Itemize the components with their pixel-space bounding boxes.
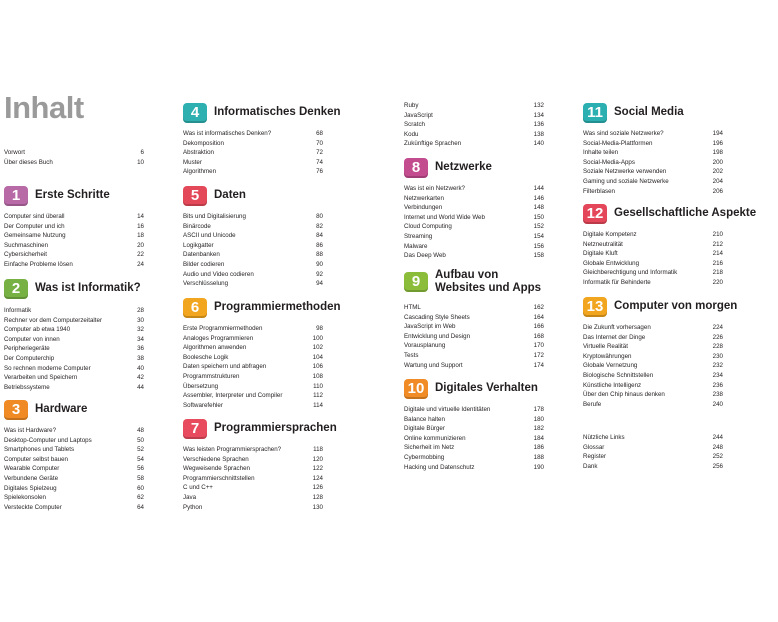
chapter-heading-1[interactable] [4, 186, 154, 206]
toc-entry[interactable]: Verschlüsselung 94 [183, 280, 323, 288]
toc-entry[interactable]: Computer von innen 34 [4, 335, 144, 343]
toc-entry[interactable]: Versteckte Computer 64 [4, 503, 144, 511]
toc-entry[interactable]: Streaming 154 [404, 233, 544, 240]
toc-entry[interactable]: Netzwerkarten 146 [404, 194, 544, 202]
toc-entry[interactable]: Bilder codieren 90 [183, 261, 323, 268]
chapter-number-badge: 3 [4, 400, 28, 420]
toc-entry[interactable]: Betriebssysteme 44 [4, 383, 144, 391]
chapter-number-badge: 8 [404, 158, 428, 178]
toc-entry[interactable]: Cloud Computing 152 [404, 223, 544, 231]
toc-entry[interactable]: Programmierschnittstellen 124 [183, 474, 323, 482]
toc-entry[interactable]: Informatik für Behinderte 220 [583, 279, 723, 286]
toc-entry[interactable]: Computer selbst bauen 54 [4, 455, 144, 463]
toc-entry[interactable]: Dank 256 [583, 462, 723, 470]
toc-entry[interactable]: Audio und Video codieren 92 [183, 270, 323, 278]
toc-entry[interactable]: Daten speichern und abfragen 106 [183, 363, 323, 371]
toc-entry[interactable]: Social-Media-Apps 200 [583, 158, 723, 166]
toc-entry[interactable]: Kodu 138 [404, 130, 544, 138]
chapter-title: Gesellschaftliche Aspekte [614, 207, 757, 219]
toc-entry[interactable]: Was ist informatisches Denken? 68 [183, 130, 323, 137]
toc-entry[interactable]: Cybermobbing 188 [404, 454, 544, 461]
chapter-heading-10[interactable] [404, 379, 554, 399]
toc-entry[interactable]: Social-Media-Plattformen 196 [583, 139, 723, 147]
toc-entry[interactable]: Sicherheit im Netz 186 [404, 444, 544, 452]
toc-entry[interactable]: Kryptowährungen 230 [583, 352, 723, 360]
toc-entry[interactable]: C und C++ 126 [183, 484, 323, 492]
chapter-title: Computer von morgen [614, 300, 738, 312]
toc-entry[interactable]: Verbindungen 148 [404, 204, 544, 212]
toc-entry[interactable]: Register 252 [583, 453, 723, 461]
toc-entry[interactable]: Cascading Style Sheets 164 [404, 313, 544, 321]
toc-entry[interactable]: Verbundene Geräte 58 [4, 475, 144, 482]
chapter-number-badge: 2 [4, 279, 28, 299]
chapter-number-badge: 9 [404, 272, 428, 292]
toc-entry[interactable]: Analoges Programmieren 100 [183, 334, 323, 342]
toc-entry[interactable]: Computer sind überall 14 [4, 213, 144, 220]
toc-entry[interactable]: Virtuelle Realität 228 [583, 343, 723, 351]
toc-entry[interactable]: Rechner vor dem Computerzeitalter 30 [4, 316, 144, 324]
toc-entry[interactable]: Wegweisende Sprachen 122 [183, 465, 323, 473]
toc-entry[interactable]: Peripheriegeräte 36 [4, 345, 144, 353]
toc-entry[interactable]: Assembler, Interpreter und Compiler 112 [183, 392, 323, 400]
page-title: Inhalt [4, 90, 84, 125]
chapter-heading-3[interactable] [4, 400, 154, 420]
toc-entry[interactable]: Was ist ein Netzwerk? 144 [404, 185, 544, 192]
toc-entry[interactable]: Über dieses Buch 10 [4, 158, 144, 166]
toc-entry[interactable]: Algorithmen anwenden 102 [183, 344, 323, 352]
toc-entry[interactable]: Verschiedene Sprachen 120 [183, 455, 323, 463]
toc-entry[interactable]: Einfache Probleme lösen 24 [4, 261, 144, 268]
toc-entry[interactable]: Digitales Spielzeug 60 [4, 484, 144, 492]
chapter-heading-9[interactable] [404, 269, 554, 294]
chapter-number-badge: 5 [183, 186, 207, 206]
toc-entry[interactable]: Computer ab etwa 1940 32 [4, 326, 144, 334]
chapter-title-line-2: Websites und Apps [435, 281, 542, 294]
chapter-number-badge: 1 [4, 186, 28, 206]
toc-entry[interactable]: Digitale Kompetenz 210 [583, 231, 723, 238]
toc-entry[interactable]: Filterblasen 206 [583, 187, 723, 195]
chapter-number-badge: 12 [583, 204, 607, 224]
chapter-heading-7[interactable] [183, 419, 337, 439]
chapter-title: Programmiermethoden [214, 301, 341, 313]
toc-entry[interactable]: Gaming und soziale Netzwerke 204 [583, 178, 723, 185]
toc-entry[interactable]: Muster 74 [183, 158, 323, 166]
toc-entry[interactable]: Binärcode 82 [183, 222, 323, 230]
chapter-title: Hardware [35, 403, 88, 415]
toc-entry[interactable]: So rechnen moderne Computer 40 [4, 364, 144, 372]
chapter-title: Informatisches Denken [214, 106, 341, 118]
toc-entry[interactable]: Cybersicherheit 22 [4, 251, 144, 259]
chapter-heading-12[interactable] [583, 204, 757, 224]
chapter-number-badge: 4 [183, 103, 207, 123]
toc-entry[interactable]: Online kommunizieren 184 [404, 434, 544, 442]
chapter-title-line-1: Aufbau von [435, 269, 499, 281]
toc-entry[interactable]: Glossar 248 [583, 443, 723, 451]
toc-entry[interactable]: Ruby 132 [404, 102, 544, 109]
toc-entry[interactable]: Was leisten Programmiersprachen? 118 [183, 446, 323, 453]
toc-entry[interactable]: Nützliche Links 244 [583, 434, 723, 441]
toc-entry[interactable]: Informatik 28 [4, 307, 144, 314]
chapter-title: Digitales Verhalten [435, 382, 538, 394]
toc-entry[interactable]: Der Computer und ich 16 [4, 222, 144, 230]
toc-entry[interactable]: Balance halten 180 [404, 415, 544, 423]
toc-entry[interactable]: Python 130 [183, 503, 323, 511]
toc-entry[interactable]: Vorausplanung 170 [404, 342, 544, 350]
toc-entry[interactable]: Programmstrukturen 108 [183, 373, 323, 380]
toc-entry[interactable]: Globale Vernetzung 232 [583, 362, 723, 370]
toc-entry[interactable]: Tests 172 [404, 352, 544, 359]
toc-entry[interactable]: Was ist Hardware? 48 [4, 427, 144, 434]
toc-entry[interactable]: Scratch 136 [404, 121, 544, 129]
chapter-heading-2[interactable] [4, 279, 154, 299]
toc-entry[interactable]: Der Computerchip 38 [4, 355, 144, 362]
toc-entry[interactable]: Gemeinsame Nutzung 18 [4, 232, 144, 240]
toc-entry[interactable]: Boolesche Logik 104 [183, 353, 323, 361]
toc-entry[interactable]: Vorwort 6 [4, 149, 144, 156]
toc-entry[interactable]: Wearable Computer 56 [4, 465, 144, 473]
toc-entry[interactable]: HTML 162 [404, 304, 544, 311]
toc-entry[interactable]: Java 128 [183, 494, 323, 501]
chapter-heading-11[interactable] [583, 103, 733, 123]
chapter-heading-4[interactable] [183, 103, 341, 123]
chapter-title [435, 269, 541, 294]
toc-entry[interactable]: Inhalte teilen 198 [583, 149, 723, 157]
toc-entry[interactable]: Abstraktion 72 [183, 149, 323, 157]
toc-entry[interactable]: Wartung und Support 174 [404, 361, 544, 369]
chapter-title: Daten [214, 189, 246, 201]
toc-entry[interactable]: Digitale Bürger 182 [404, 425, 544, 433]
toc-entry[interactable]: Internet und World Wide Web 150 [404, 213, 544, 221]
chapter-heading-5[interactable] [183, 186, 333, 206]
toc-entry[interactable]: Die Zukunft vorhersagen 224 [583, 324, 723, 331]
chapter-title: Erste Schritte [35, 189, 110, 201]
toc-entry[interactable]: Zukünftige Sprachen 140 [404, 140, 544, 148]
toc-entry[interactable]: Algorithmen 76 [183, 168, 323, 176]
toc-entry[interactable]: Soziale Netzwerke verwenden 202 [583, 168, 723, 176]
toc-entry[interactable]: JavaScript 134 [404, 111, 544, 119]
chapter-title: Social Media [614, 106, 684, 118]
toc-entry[interactable]: Erste Programmiermethoden 98 [183, 325, 323, 332]
toc-entry[interactable]: Digitale Kluft 214 [583, 250, 723, 258]
toc-entry[interactable]: Spielekonsolen 62 [4, 494, 144, 502]
chapter-heading-6[interactable] [183, 298, 341, 318]
toc-entry[interactable]: Berufe 240 [583, 400, 723, 408]
toc-entry[interactable]: Globale Entwicklung 216 [583, 259, 723, 267]
chapter-title: Was ist Informatik? [35, 282, 141, 294]
chapter-title: Programmiersprachen [214, 422, 337, 434]
toc-entry[interactable]: Softwarefehler 114 [183, 401, 323, 409]
toc-entry[interactable]: Das Deep Web 158 [404, 252, 544, 260]
toc-entry[interactable]: Biologische Schnittstellen 234 [583, 372, 723, 379]
toc-entry[interactable]: Netzneutralität 212 [583, 240, 723, 248]
toc-entry[interactable]: Über den Chip hinaus denken 238 [583, 391, 723, 399]
toc-entry[interactable]: Dekomposition 70 [183, 139, 323, 147]
chapter-number-badge: 6 [183, 298, 207, 318]
chapter-number-badge: 7 [183, 419, 207, 439]
toc-entry[interactable]: Verarbeiten und Speichern 42 [4, 374, 144, 382]
toc-entry[interactable]: Künstliche Intelligenz 236 [583, 381, 723, 389]
toc-entry[interactable]: Entwicklung und Design 168 [404, 332, 544, 340]
toc-entry[interactable]: Gleichberechtigung und Informatik 218 [583, 269, 723, 277]
toc-entry[interactable]: Bits und Digitalisierung 80 [183, 213, 323, 220]
chapter-number-badge: 13 [583, 297, 607, 317]
toc-entry[interactable]: ASCII und Unicode 84 [183, 232, 323, 240]
toc-entry[interactable]: Digitale und virtuelle Identitäten 178 [404, 406, 544, 413]
chapter-title: Netzwerke [435, 161, 492, 173]
chapter-number-badge: 11 [583, 103, 607, 123]
chapter-heading-13[interactable] [583, 297, 738, 317]
toc-entry[interactable]: Das Internet der Dinge 226 [583, 333, 723, 341]
chapter-number-badge: 10 [404, 379, 428, 399]
toc-entry[interactable]: Smartphones und Tablets 52 [4, 446, 144, 454]
toc-entry[interactable]: Hacking und Datenschutz 190 [404, 463, 544, 471]
toc-entry[interactable]: Datenbanken 88 [183, 251, 323, 259]
toc-entry[interactable]: Übersetzung 110 [183, 382, 323, 390]
toc-entry[interactable]: Suchmaschinen 20 [4, 241, 144, 249]
toc-entry[interactable]: Malware 156 [404, 242, 544, 250]
toc-entry[interactable]: Was sind soziale Netzwerke? 194 [583, 130, 723, 137]
chapter-heading-8[interactable] [404, 158, 554, 178]
toc-entry[interactable]: Logikgatter 86 [183, 241, 323, 249]
toc-entry[interactable]: JavaScript im Web 166 [404, 323, 544, 331]
toc-entry[interactable]: Desktop-Computer und Laptops 50 [4, 436, 144, 444]
